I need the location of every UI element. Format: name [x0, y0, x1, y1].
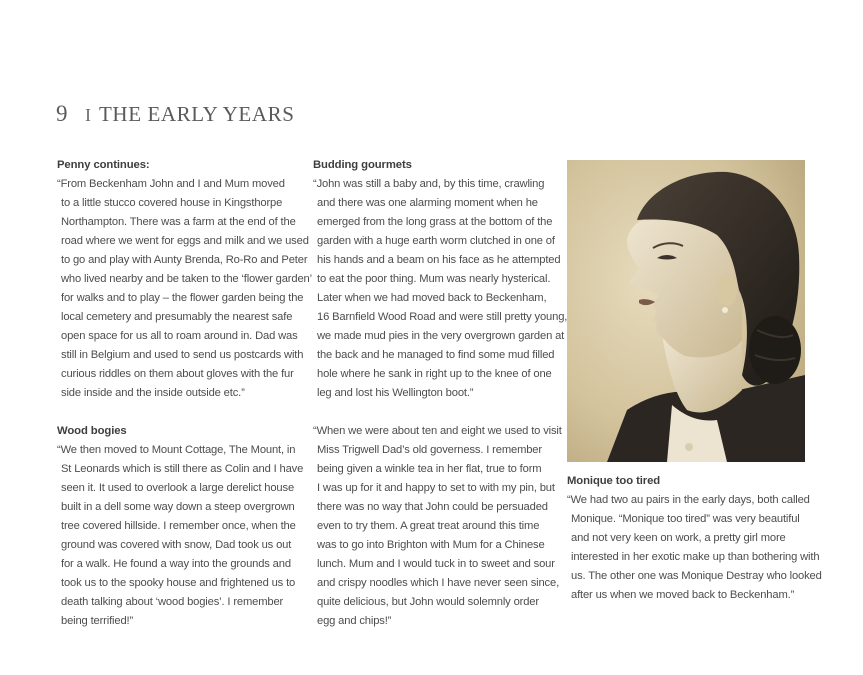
- text-line: Northampton. There was a farm at the end of the: [61, 216, 296, 228]
- text-line: death talking about ‘wood bogies’. I remember: [61, 596, 284, 608]
- text-line: and crispy noodles which I have never seen since,: [317, 577, 560, 589]
- text-line: there was no way that John could be persuaded: [317, 501, 548, 513]
- text-line: I was up for it and happy to set to with my pin, but: [317, 482, 555, 494]
- text-line: for walks and to play – the flower garden being the: [61, 292, 304, 304]
- section-miss-trigwell: [313, 422, 562, 631]
- text-line: tree covered hillside. I remember once, when the: [61, 520, 296, 532]
- section-budding-gourmets: [313, 156, 568, 403]
- text-line: seen it. It used to overlook a large derelict house: [61, 482, 295, 494]
- text-line: was to go into Brighton with Mum for a Chinese: [317, 539, 545, 551]
- section-penny-continues: [57, 156, 312, 403]
- text-line: emerged from the long grass at the bottom of the: [317, 216, 553, 228]
- section-heading: Wood bogies: [57, 425, 127, 437]
- text-line: even to try them. A great treat around this time: [317, 520, 540, 532]
- text-line: to a little stucco covered house in Kingsthorpe: [61, 197, 283, 209]
- column-3: [567, 156, 822, 605]
- text-line: curious riddles on them about gloves with the fur: [61, 368, 294, 380]
- text-line: took us to the spooky house and frightened us to: [61, 577, 296, 589]
- text-line: and there was one alarming moment when he: [317, 197, 538, 209]
- text-line: road where we went for eggs and milk and we used: [61, 235, 309, 247]
- text-line: “We then moved to Mount Cottage, The Mount, in: [57, 444, 296, 456]
- text-line: egg and chips!”: [317, 615, 392, 627]
- text-line: St Leonards which is still there as Colin and I have: [61, 463, 304, 475]
- column-1: [57, 156, 312, 631]
- text-line: local cemetery and presumably the nearest safe: [61, 311, 293, 323]
- text-line: “From Beckenham John and I and Mum moved: [57, 178, 285, 190]
- text-line: garden with a huge earth worm clutched in one of: [317, 235, 555, 247]
- text-line: his hands and a beam on his face as he attempted: [317, 254, 561, 266]
- text-line: lunch. Mum and I would tuck in to sweet and sour: [317, 558, 555, 570]
- text-line: still in Belgium and used to send us postcards with: [61, 349, 304, 361]
- text-line: leg and lost his Wellington boot.”: [317, 387, 474, 399]
- text-line: who lived nearby and be taken to the ‘flower garden’: [61, 273, 312, 285]
- text-line: open space for us all to roam around in. Dad was: [61, 330, 298, 342]
- section-heading: Budding gourmets: [313, 159, 412, 171]
- section-monique-too-tired: [567, 472, 822, 605]
- text-line: being given a winkle tea in her flat, true to form: [317, 463, 542, 475]
- text-line: 16 Barnfield Wood Road and were still pretty young,: [317, 311, 568, 323]
- page-title: THE EARLY YEARS: [99, 102, 295, 126]
- section-heading: Penny continues:: [57, 159, 150, 171]
- text-line: built in a dell some way down a steep overgrown: [61, 501, 295, 513]
- section-wood-bogies: [57, 422, 304, 631]
- text-line: ground was covered with snow, Dad took us out: [61, 539, 292, 551]
- text-line: the back and he managed to find some mud filled: [317, 349, 555, 361]
- text-line: “When we were about ten and eight we used to visit: [313, 425, 562, 437]
- header-divider: I: [85, 105, 91, 125]
- text-line: side inside and the inside outside etc.”: [61, 387, 245, 399]
- text-line: and not very keen on work, a pretty girl more: [571, 532, 786, 544]
- text-line: we made mud pies in the very overgrown garden at: [317, 330, 565, 342]
- text-line: hole where he sank in right up to the knee of one: [317, 368, 552, 380]
- text-line: “We had two au pairs in the early days, both called: [567, 494, 810, 506]
- text-line: for a walk. He found a way into the grounds and: [61, 558, 291, 570]
- text-line: interested in her exotic make up than bothering with: [571, 551, 820, 563]
- text-line: quite delicious, but John would solemnly order: [317, 596, 539, 608]
- text-line: Miss Trigwell Dad’s old governess. I remember: [317, 444, 542, 456]
- text-line: us. The other one was Monique Destray who looked: [571, 570, 822, 582]
- text-line: “John was still a baby and, by this time, crawling: [313, 178, 545, 190]
- page-header: [56, 101, 295, 127]
- text-line: after us when we moved back to Beckenham.”: [571, 589, 795, 601]
- page-number: 9: [56, 101, 68, 126]
- text-line: Later when we had moved back to Beckenham,: [317, 292, 547, 304]
- text-line: Monique. “Monique too tired” was very beautiful: [571, 513, 800, 525]
- section-heading: Monique too tired: [567, 475, 661, 487]
- text-line: to go and play with Aunty Brenda, Ro-Ro and Peter: [61, 254, 308, 266]
- text-line: to eat the poor thing. Mum was nearly hysterical.: [317, 273, 551, 285]
- text-line: being terrified!”: [61, 615, 134, 627]
- column-2: [313, 156, 568, 631]
